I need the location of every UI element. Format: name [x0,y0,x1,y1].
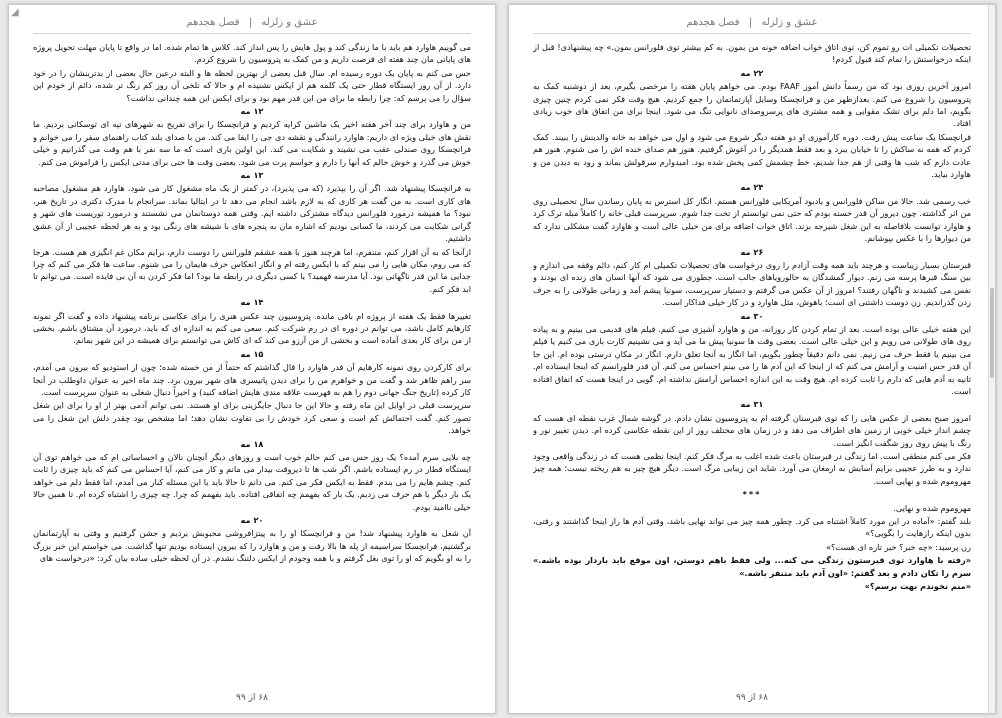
entry-date: ۱۲ مه [240,106,264,117]
paragraph: تغییرها فقط یک هفته از پروژه ام باقی مانده. پتروسیون چند عکس هنری را برای عکاسی برنامه پیشنهاد داده و گفت اگر نمونه کارهایم کامل باشد، می توانم در دوره ای در رم شرکت کنم. سعی می کنم به اندازه ای که باید، درمورد آن مشتاق باشم. بخشی از من برای کار بعدی آماده است و بخشی از من آرزو می کند که ای کاش می توانستم برای همیشه در این شهر بمانم. [33,310,471,346]
header-divider [33,33,471,34]
entry-date: ۲۰ مه [240,515,264,526]
paragraph: این هفته خیلی عالی بوده است. بعد از تمام کردن کار روزانه، من و هاوارد آشپزی می کنیم. فیلم های قدیمی می بینیم و به پیاده روی های طولانی می رویم و این خیلی عالی است. بعضی وقت ها سونیا پیش ما می آید و می نشینیم کارت بازی می کنیم یا فیلم می بینیم یا فقط حرف می زنیم. نمی دانم دقیقاً چطور بگویم، اما انگار به آنجا تعلق دارم. انگار در مکان درستی بوده ام. این جا آن قدر حس امنیت و آرامش می کنم که از اینجا که این آدم ها را می بینم احساس می کنم. آن قدر فلورانسم که اینجا ایستاده ام. ثانیه به آدم هایی که دارم را ثابت کرده ام. هیچ وقت به این اندازه احساس آرامش نداشته ام. گویی در اینجا هست که اتفاق افتاده است. [533,323,971,396]
book-title: عشق و زلزله [261,17,318,28]
paragraph: تحصیلات تکمیلی ات رو تموم کن، توی اتاق خواب اضافه خونه من بمون. به کم بیشتر توی فلورانس بمون.» چه پیشنهادی! قبل از اینکه درخواستش را تمام کند قبول کردم! [533,42,971,65]
header-separator: | [748,17,753,28]
page-header [533,17,971,28]
entry-date: ۱۵ مه [240,348,264,359]
paragraph: چه بلایی سرم آمده؟ یک روز حس می کنم حالم خوب است و روزهای دیگر آنچنان نالان و احساساتی ام که می خواهم توی آن ایستگاه قطار در رم ایستاده باشم. اگر شب ها تا دیروقت بیدار می مانم و کار می کنم، آیا احساس می کنم که باید چیزی را ثابت کنم. چشم هایم را می بندم. فقط به ایکس فکر می کنم. می دانم تا حالا باید با این مسئله کنار می آمدم، اما فقط دلم می خواهد یک بار دیگر با هم حرف می زدیم. یک بار که بفهمم چه اتفاقی افتاده. باید بفهمم که چرا. چه چیزی را اشتباه کرده ام. تا همین حالا خیلی ناامید بودم. [33,452,471,512]
page-body [533,41,971,683]
page-body [33,41,471,683]
paragraph: فرانچسکا یک ساعت پیش رفت. دوره کارآموزی او دو هفته دیگر شروع می شود و اول می خواهد به خانه والدینش را ببیند. کمک کردم که همه نه ساکش را تا خیابان ببرد و بعد فقط همدیگر را در آغوش گرفتیم. هنوز هم صدای خنده اش را می شنوم. هنوز هم عادت دارم که شب ها وقتی از هم جدا شدیم، خط چشمش کمی پخش شده بود. امیدوارم سرقولش بماند و زود به دیدن من و هاوارد بیاید. [533,131,971,180]
paragraph: حس می کنم به پایان یک دوره رسیده ام. سال قبل بعضی از بهترین لحظه ها و البته درعین حال بعضی از بدترینشان را در خود دارد. از آن روز ایستگاه قطار حتی یک کلمه هم از ایکس نشنیده ام و حالا که تلخی آن روز کم رنگ تر شده، دائم از خودم این سؤال را می پرسم که: چرا رابطه ما برای من این قدر مهم بود و برای ایکس این همه چندانی نداشت؟ [33,67,471,103]
entry-date: ۳۱ مه [740,399,764,410]
entry-date: ۲۶ مه [740,246,764,257]
entry-date: ۲۴ مه [740,182,764,193]
paragraph: من و هاوارد برای چند آخر هفته اخیر یک ماشین کرایه کردیم و فرانچسکا را برای تفریح به شهرهای تپه ای توسکانی بردیم. ما نقش های خیلی ویژه ای داریم: هاوارد رانندگی و نقشه دی جی را ایفا می کند. من با صدای بلند کتاب راهنمای سفر را می خوانم و فرانچسکا روی صندلی عقب می نشیند و شکایت می کند. این اولین باری است که ما سه نفر با هم وقت می گذرانیم و خیلی خوش می گذرد و خوش حالم که آنها را دارم و حواسم پرت می شود. بعضی وقت ها حتی برای مدتی ایکس را فراموش می کنم. [33,119,471,167]
paragraph: سرپرست قبلی در اوایل این ماه رفته و حالا این جا دنبال جایگزینی برای او هستند. نمی توانم آدمی بهتر از او را برای این شغل تصور کنم. گفت احتمالش کم است و سعی کرد خودش را بی تفاوت نشان دهد؛ اما مشخص بود چقدر دلش این شغل را می خواهد. [33,400,471,436]
paragraph: به فرانچسکا پیشنهاد شد. اگر آن را بپذیرد (که می پذیرد)، در کمتر از یک ماه مشغول کار می شود. هاوارد هم مشغول مصاحبه های کاری است. به من گفت هر کاری که به لازم باشد انجام می دهد تا در ایتالیا بماند. سرانجام با مدرک دکتری در تاریخ هنر، نبود؟ ما همیشه درمورد فلورانس دیدگاه مشترکی داشته ایم. وقتی همه دوستانمان می نشستند و درمورد توریست های شهر و گرانی شکایت می کردند، ما کسانی بودیم که اشاره مان به پنجره های با شیشه های رنگی بود و به هر لحظه عجیبی از آن عشق داشتیم. [33,183,471,244]
page-header [33,17,471,28]
page-number: ۶۸ از ۹۹ [736,693,768,703]
paragraph: «رفته با هاوارد توی قبرستون زندگی می کنه... ولی فقط باهم دوستن، اون موقع باید باردار بوده باشه.» سرم را تکان دادم و بعد گفتم: «اون آدم باید متنفر باشه.» [533,555,971,578]
paragraph: رن پرسید: «چه خبر؟ خبر تازه ای هست؟» [826,541,971,552]
page-fold-icon: ◢ [11,7,19,18]
paragraph: خب رسمی شد. حالا من ساکن فلورانس و یادبود آمریکایی فلورانس هستم. انگار کل استرس به پایان رساندن سال تحصیلی روی من اثر گذاشته. چون دیروز آن قدر خسته بودم که حتی نمی توانستم از تخت جدا شوم. سرپرست قبلی خانه را کاملاً مبله ترک کرد و هاوارد توانست بلافاصله به این شغل شیرجه بزند. اتاق خواب اضافه برای من خیلی عالی است و هاوارد گفت مشکلی ندارد که من دیوارها را با عکس بپوشانم. [533,195,971,244]
left-page [8,4,496,714]
entry-date: ۱۴ مه [240,297,264,308]
paragraph: می گوییم هاوارد هم باید با ما زندگی کند و پول هایش را پس انداز کند. کلاس ها تمام شده. اما در واقع تا پایان مهلت تحویل پروژه های پایانی مان چند هفته ای فرصت داریم و من کمک به پتروسیون را شروع کردم. [33,42,471,65]
entry-date: ۳۰ مه [740,310,764,321]
paragraph: آن شغل به هاوارد پیشنهاد شد! من و فرانچسکا او را به پیتزافروشی محبوبش بردیم و جشن گرفتیم و وقتی به آپارتمانمان برگشتیم، فرانچسکا سراسیمه از پله ها بالا رفت و من و هاوارد را که بیرون ایستاده بودیم تنها گذاشت. می خواستم این خبر بزرگ را به او بگویم که او را توی بغل گرفتم و با همه وجودم از ایکس دلتنگ نشدم. در آن لحظه خیلی ساده بیان کرد: «درخواست های [33,528,471,564]
paragraph: ازآنجا که به آن اقرار کنم، متنفرم، اما هرچند هنوز با همه عشقم فلورانس را دوست دارم، برایم مکان غم انگیزی هم هست. هرجا که می روم، مکان هایی را می بینم که با ایکس رفته ام و انگار انعکاس حرف هایمان را می شنوم. ساعت ها فکر می کنم که چرا جدایی ما این قدر ناگهانی بود. آیا مدرسه فهمید؟ یا کسی دیگری در رابطه ما بود؟ اما فکر کردن به آن بی فایده است. می توانم تا ابد فکر کنم. [33,246,471,294]
chapter-title: فصل هجدهم [186,17,240,28]
book-title: عشق و زلزله [761,17,818,28]
paragraph: فکر می کنم منطقی است. اما زندگی در قبرستان باعث شده اغلب به مرگ فکر کنم. اینجا نظمی هست که در زندگی واقعی وجود ندارد و به طرز عجیبی برایم آسایش به ارمغان می آورد. شاید این زیبایی مرگ است. دیگر هیچ چیز به هم ریخته نیست؛ همه چیز مهروموم شده و نهایی است. [533,451,971,486]
entry-date: ۲۲ مه [740,67,764,78]
scrollbar[interactable] [988,5,995,713]
paragraph: «منم نخوندم بهت برسم؟» [864,581,971,592]
paragraph: مهروموم شده و نهایی. [893,502,971,513]
chapter-title: فصل هجدهم [686,17,740,28]
right-page [508,4,996,714]
entry-date: ۱۸ مه [240,438,264,449]
paragraph: برای کارکردن روی نمونه کارهایم آن قدر هاوارد را قال گذاشتم که حتماً از من خسته شده؛ چون از استودیو که بیرون می آمدم، سر راهم ظاهر شد و گفت من و خواهرم من را برای دیدن پاتیسری های شهر بیرون برد. چند ماه اخیر به عنوان داوطلب در آنجا کار کرده (تاریخ جنگ جهانی دوم را هم به فهرست علاقه مندی هایش اضافه کنید) و اخیراً دنبال شغلی به عنوان سرپرست است. [33,362,471,397]
header-divider [533,33,971,34]
scrollbar-thumb[interactable] [990,288,994,378]
paragraph: امروز آخرین روزی بود که من رسماً دانش آموز FAAF بودم. می خواهم پایان هفته را مرخصی بگیرم، بعد از دوشنبه کمک به پتروسیون را شروع می کنم. بعدازظهر من و فرانچسکا وسایل آپارتمانمان را جمع کردیم. هیچ وقت فکر نمی کردم چنین چیزی بگویم، اما دلم برای تشک مقوایی و همه مشتری های پرسروصدای نانوایی تنگ می شود. اینجا برای من اتفاق های خوب زیادی افتاد. [533,81,971,129]
section-break: *** [742,489,762,500]
entry-date: ۱۳ مه [240,170,264,181]
header-separator: | [248,17,253,28]
paragraph: قبرستان بسیار زیباست و هرچند باید همه وقت آزادم را روی درخواست های تحصیلات تکمیلی ام کار کنم، دائم وقفه می اندازم و بین سنگ قبرها پرسه می زنم. دیوار گمشدگان به حالورویاهای جالب است. جطوری می شود که آنها انسان های زنده ای بودند و نفس می کشیدند و ناگهان رفتند؟ امروز از آن عکس می گرفتم و دستیار سرپرست، سونیا پیشم آمد و زمانی طولانی را به حرف زدن گذراندیم. زن دوست داشتنی ای است؛ باهوش، مثل هاوارد و در کار خیلی فداکار است. [533,259,971,308]
paragraph: امروز صبح بعضی از عکس هایی را که توی قبرستان گرفته ام به پتروسیون نشان دادم. در گوشه شمال غرب نقطه ای هست که چشم انداز خیلی خوبی از زمین های اطراف می دهد و در زمان های مختلف روز از این نقطه عکاسی کرده ام. دیدن تغییر نور و رنگ با پیش روی روز شگفت انگیز است. [533,412,971,448]
page-number: ۶۸ از ۹۹ [236,693,268,703]
paragraph: بلند گفتم: «آماده در این مورد کاملاً اشتباه می کرد. چطور همه چیز می تواند نهایی باشد، وقتی آدم ها راز اینجا گذاشتند و رفتی، بدون اینکه رازهایت را بگویی؟» [533,516,971,539]
